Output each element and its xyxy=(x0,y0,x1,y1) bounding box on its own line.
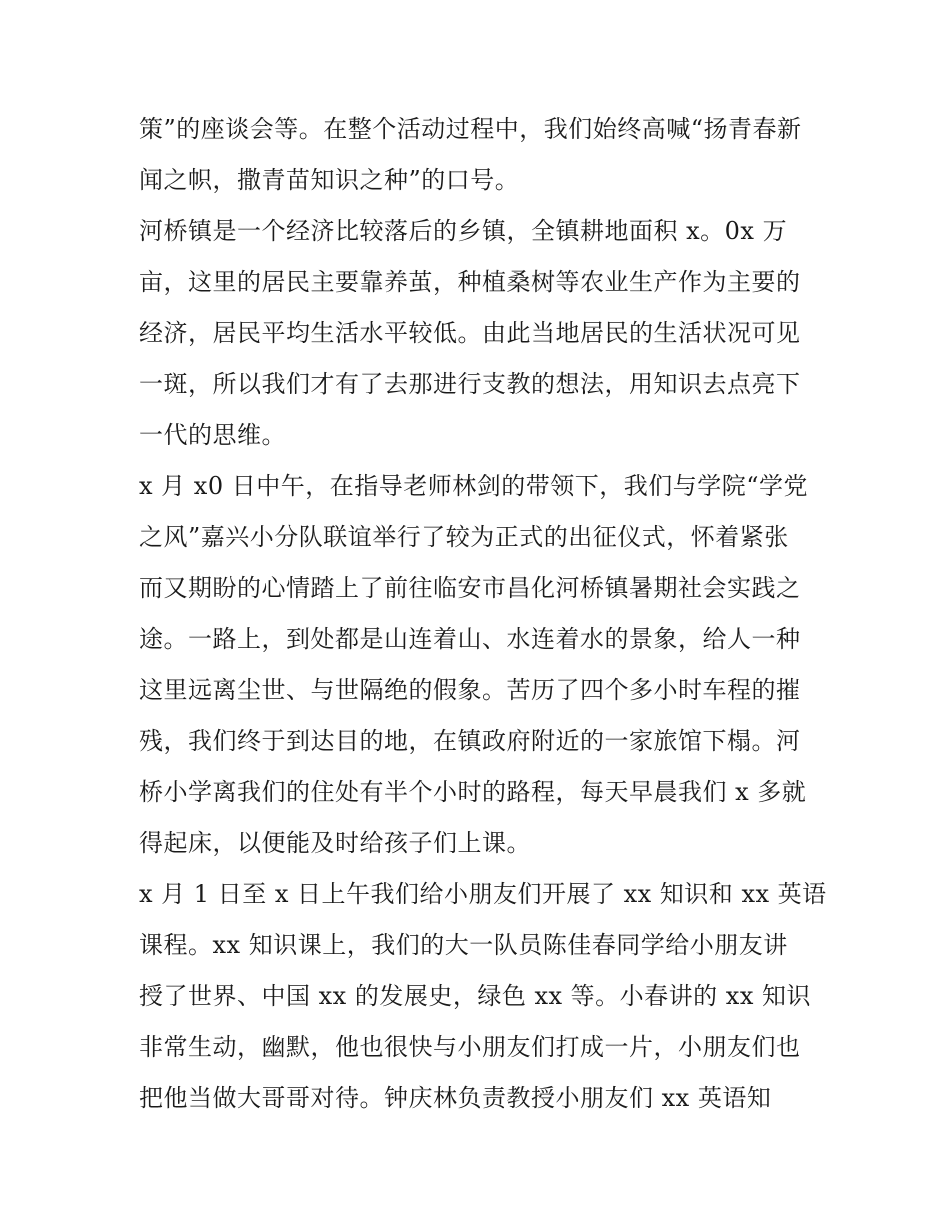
text-line: 把他当做大哥哥对待。钟庆林负责教授小朋友们 xx 英语知 xyxy=(139,1084,772,1112)
text-line: 策”的座谈会等。在整个活动过程中，我们始终高喊“扬青春新 xyxy=(139,115,802,143)
text-line: 得起床，以便能及时给孩子们上课。 xyxy=(139,829,531,857)
text-line: x 月 x0 日中午，在指导老师林剑的带领下，我们与学院“学党 xyxy=(139,472,808,500)
text-line: 桥小学离我们的住处有半个小时的路程，每天早晨我们 x 多就 xyxy=(139,778,807,806)
text-line: 课程。xx 知识课上，我们的大一队员陈佳春同学给小朋友讲 xyxy=(139,931,788,959)
text-line: 经济，居民平均生活水平较低。由此当地居民的生活状况可见 xyxy=(139,319,801,347)
text-line: 这里远离尘世、与世隔绝的假象。苦历了四个多小时车程的摧 xyxy=(139,676,801,704)
text-line: 一斑，所以我们才有了去那进行支教的想法，用知识去点亮下 xyxy=(139,370,801,398)
text-line: 途。一路上，到处都是山连着山、水连着水的景象，给人一种 xyxy=(139,625,801,653)
text-line: 闻之帜，撒青苗知识之种”的口号。 xyxy=(139,166,520,194)
text-line: 残，我们终于到达目的地，在镇政府附近的一家旅馆下榻。河 xyxy=(139,727,801,755)
text-line: 而又期盼的心情踏上了前往临安市昌化河桥镇暑期社会实践之 xyxy=(139,574,801,602)
text-line: x 月 1 日至 x 日上午我们给小朋友们开展了 xx 知识和 xx 英语 xyxy=(139,880,827,908)
text-line: 之风”嘉兴小分队联谊举行了较为正式的出征仪式，怀着紧张 xyxy=(139,523,789,551)
document-body xyxy=(139,104,827,1124)
text-line: 一代的思维。 xyxy=(139,421,286,449)
text-line: 河桥镇是一个经济比较落后的乡镇，全镇耕地面积 x。0x 万 xyxy=(139,217,788,245)
text-line: 亩，这里的居民主要靠养茧，种植桑树等农业生产作为主要的 xyxy=(139,268,801,296)
text-line: 非常生动，幽默，他也很快与小朋友们打成一片，小朋友们也 xyxy=(139,1033,801,1061)
text-line: 授了世界、中国 xx 的发展史，绿色 xx 等。小春讲的 xx 知识 xyxy=(139,982,811,1010)
